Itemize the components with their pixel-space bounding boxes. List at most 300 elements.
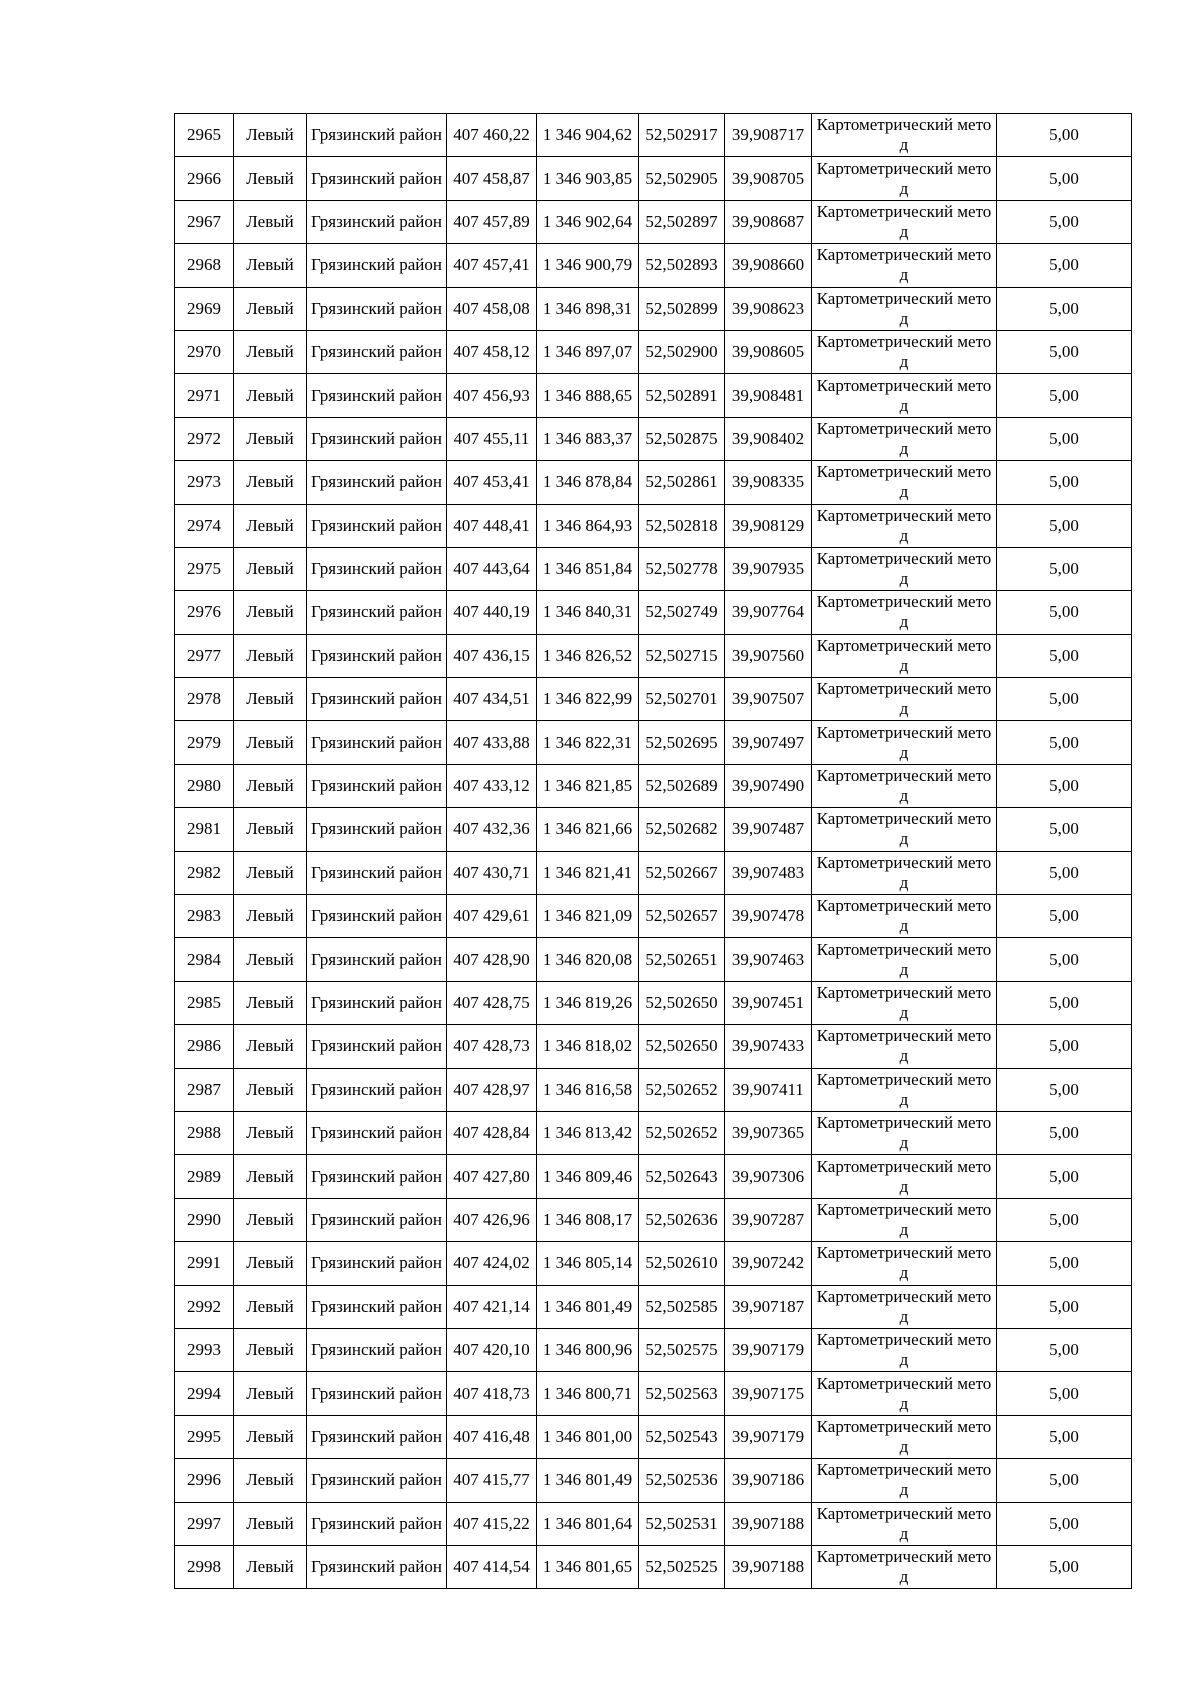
cell-accuracy: 5,00: [997, 461, 1132, 504]
cell-accuracy: 5,00: [997, 591, 1132, 634]
cell-coord-y: 1 346 813,42: [537, 1111, 639, 1154]
cell-longitude: 39,907497: [725, 721, 812, 764]
cell-point-number: 2988: [175, 1111, 234, 1154]
cell-bank-side: Левый: [234, 764, 307, 807]
cell-accuracy: 5,00: [997, 1285, 1132, 1328]
cell-point-number: 2967: [175, 200, 234, 243]
cell-coord-y: 1 346 805,14: [537, 1242, 639, 1285]
cell-point-number: 2991: [175, 1242, 234, 1285]
cell-longitude: 39,907764: [725, 591, 812, 634]
cell-method: Картометрический метод: [812, 244, 997, 287]
cell-coord-y: 1 346 903,85: [537, 157, 639, 200]
cell-longitude: 39,907175: [725, 1372, 812, 1415]
cell-latitude: 52,502875: [639, 417, 725, 460]
cell-longitude: 39,907287: [725, 1198, 812, 1241]
cell-accuracy: 5,00: [997, 634, 1132, 677]
cell-method: Картометрический метод: [812, 1415, 997, 1458]
cell-method: Картометрический метод: [812, 1025, 997, 1068]
cell-bank-side: Левый: [234, 1415, 307, 1458]
cell-district: Грязинский район: [307, 1155, 447, 1198]
cell-coord-y: 1 346 878,84: [537, 461, 639, 504]
cell-coord-x: 407 458,87: [447, 157, 537, 200]
cell-accuracy: 5,00: [997, 981, 1132, 1024]
cell-latitude: 52,502636: [639, 1198, 725, 1241]
cell-coord-x: 407 421,14: [447, 1285, 537, 1328]
cell-latitude: 52,502891: [639, 374, 725, 417]
cell-district: Грязинский район: [307, 330, 447, 373]
cell-district: Грязинский район: [307, 1242, 447, 1285]
table-row: [175, 244, 1132, 287]
cell-point-number: 2979: [175, 721, 234, 764]
cell-coord-y: 1 346 883,37: [537, 417, 639, 460]
cell-district: Грязинский район: [307, 1372, 447, 1415]
cell-district: Грязинский район: [307, 678, 447, 721]
cell-coord-x: 407 455,11: [447, 417, 537, 460]
cell-bank-side: Левый: [234, 244, 307, 287]
cell-bank-side: Левый: [234, 1111, 307, 1154]
cell-latitude: 52,502525: [639, 1545, 725, 1588]
cell-district: Грязинский район: [307, 895, 447, 938]
cell-coord-x: 407 428,75: [447, 981, 537, 1024]
cell-method: Картометрический метод: [812, 1502, 997, 1545]
cell-accuracy: 5,00: [997, 1025, 1132, 1068]
cell-bank-side: Левый: [234, 895, 307, 938]
cell-latitude: 52,502917: [639, 114, 725, 157]
cell-coord-x: 407 457,41: [447, 244, 537, 287]
cell-latitude: 52,502818: [639, 504, 725, 547]
cell-point-number: 2971: [175, 374, 234, 417]
table-row: [175, 938, 1132, 981]
cell-point-number: 2984: [175, 938, 234, 981]
cell-point-number: 2978: [175, 678, 234, 721]
cell-district: Грязинский район: [307, 634, 447, 677]
cell-coord-y: 1 346 904,62: [537, 114, 639, 157]
cell-latitude: 52,502531: [639, 1502, 725, 1545]
cell-longitude: 39,908660: [725, 244, 812, 287]
cell-district: Грязинский район: [307, 374, 447, 417]
cell-longitude: 39,908605: [725, 330, 812, 373]
cell-coord-y: 1 346 809,46: [537, 1155, 639, 1198]
cell-district: Грязинский район: [307, 244, 447, 287]
cell-latitude: 52,502650: [639, 1025, 725, 1068]
cell-point-number: 2995: [175, 1415, 234, 1458]
cell-latitude: 52,502543: [639, 1415, 725, 1458]
cell-method: Картометрический метод: [812, 461, 997, 504]
cell-district: Грязинский район: [307, 287, 447, 330]
cell-bank-side: Левый: [234, 374, 307, 417]
cell-bank-side: Левый: [234, 1198, 307, 1241]
cell-longitude: 39,907188: [725, 1502, 812, 1545]
cell-point-number: 2974: [175, 504, 234, 547]
cell-coord-x: 407 428,97: [447, 1068, 537, 1111]
cell-coord-x: 407 426,96: [447, 1198, 537, 1241]
cell-coord-y: 1 346 816,58: [537, 1068, 639, 1111]
cell-method: Картометрический метод: [812, 895, 997, 938]
cell-point-number: 2972: [175, 417, 234, 460]
cell-coord-x: 407 456,93: [447, 374, 537, 417]
cell-latitude: 52,502536: [639, 1459, 725, 1502]
cell-method: Картометрический метод: [812, 764, 997, 807]
table-row: [175, 1025, 1132, 1068]
cell-accuracy: 5,00: [997, 938, 1132, 981]
cell-longitude: 39,907560: [725, 634, 812, 677]
cell-longitude: 39,907507: [725, 678, 812, 721]
cell-bank-side: Левый: [234, 634, 307, 677]
cell-coord-x: 407 415,77: [447, 1459, 537, 1502]
cell-bank-side: Левый: [234, 114, 307, 157]
cell-district: Грязинский район: [307, 461, 447, 504]
cell-point-number: 2968: [175, 244, 234, 287]
table-row: [175, 764, 1132, 807]
cell-district: Грязинский район: [307, 504, 447, 547]
cell-method: Картометрический метод: [812, 938, 997, 981]
cell-latitude: 52,502893: [639, 244, 725, 287]
cell-point-number: 2980: [175, 764, 234, 807]
cell-coord-x: 407 414,54: [447, 1545, 537, 1588]
cell-longitude: 39,908623: [725, 287, 812, 330]
table-row: [175, 1111, 1132, 1154]
cell-coord-x: 407 443,64: [447, 547, 537, 590]
table-row: [175, 851, 1132, 894]
cell-longitude: 39,907935: [725, 547, 812, 590]
cell-accuracy: 5,00: [997, 330, 1132, 373]
cell-accuracy: 5,00: [997, 1459, 1132, 1502]
cell-accuracy: 5,00: [997, 1068, 1132, 1111]
table-row: [175, 1198, 1132, 1241]
cell-district: Грязинский район: [307, 200, 447, 243]
cell-bank-side: Левый: [234, 1025, 307, 1068]
cell-coord-y: 1 346 864,93: [537, 504, 639, 547]
table-row: [175, 157, 1132, 200]
cell-coord-x: 407 424,02: [447, 1242, 537, 1285]
cell-district: Грязинский район: [307, 1198, 447, 1241]
cell-longitude: 39,907242: [725, 1242, 812, 1285]
cell-method: Картометрический метод: [812, 287, 997, 330]
cell-accuracy: 5,00: [997, 1545, 1132, 1588]
cell-coord-y: 1 346 900,79: [537, 244, 639, 287]
cell-latitude: 52,502652: [639, 1068, 725, 1111]
cell-longitude: 39,907433: [725, 1025, 812, 1068]
cell-accuracy: 5,00: [997, 244, 1132, 287]
cell-coord-x: 407 436,15: [447, 634, 537, 677]
cell-longitude: 39,907186: [725, 1459, 812, 1502]
cell-accuracy: 5,00: [997, 1415, 1132, 1458]
cell-method: Картометрический метод: [812, 374, 997, 417]
cell-bank-side: Левый: [234, 200, 307, 243]
cell-district: Грязинский район: [307, 591, 447, 634]
cell-coord-y: 1 346 898,31: [537, 287, 639, 330]
table-row: [175, 981, 1132, 1024]
cell-district: Грязинский район: [307, 721, 447, 764]
cell-accuracy: 5,00: [997, 287, 1132, 330]
cell-coord-y: 1 346 840,31: [537, 591, 639, 634]
cell-latitude: 52,502905: [639, 157, 725, 200]
cell-district: Грязинский район: [307, 1545, 447, 1588]
cell-longitude: 39,907478: [725, 895, 812, 938]
cell-coord-y: 1 346 801,64: [537, 1502, 639, 1545]
cell-accuracy: 5,00: [997, 547, 1132, 590]
cell-point-number: 2986: [175, 1025, 234, 1068]
cell-coord-y: 1 346 821,85: [537, 764, 639, 807]
cell-coord-y: 1 346 821,41: [537, 851, 639, 894]
cell-method: Картометрический метод: [812, 808, 997, 851]
cell-accuracy: 5,00: [997, 157, 1132, 200]
cell-accuracy: 5,00: [997, 417, 1132, 460]
cell-accuracy: 5,00: [997, 504, 1132, 547]
cell-point-number: 2994: [175, 1372, 234, 1415]
cell-coord-x: 407 420,10: [447, 1328, 537, 1371]
cell-bank-side: Левый: [234, 591, 307, 634]
cell-latitude: 52,502778: [639, 547, 725, 590]
cell-bank-side: Левый: [234, 1155, 307, 1198]
table-row: [175, 200, 1132, 243]
cell-latitude: 52,502643: [639, 1155, 725, 1198]
cell-district: Грязинский район: [307, 981, 447, 1024]
cell-method: Картометрический метод: [812, 851, 997, 894]
table-row: [175, 114, 1132, 157]
cell-district: Грязинский район: [307, 938, 447, 981]
cell-latitude: 52,502899: [639, 287, 725, 330]
cell-longitude: 39,907411: [725, 1068, 812, 1111]
cell-accuracy: 5,00: [997, 808, 1132, 851]
cell-method: Картометрический метод: [812, 417, 997, 460]
cell-latitude: 52,502682: [639, 808, 725, 851]
cell-coord-x: 407 415,22: [447, 1502, 537, 1545]
cell-longitude: 39,908705: [725, 157, 812, 200]
table-row: [175, 895, 1132, 938]
cell-bank-side: Левый: [234, 330, 307, 373]
cell-method: Картометрический метод: [812, 504, 997, 547]
table-row: [175, 808, 1132, 851]
cell-coord-y: 1 346 800,71: [537, 1372, 639, 1415]
cell-bank-side: Левый: [234, 1502, 307, 1545]
cell-method: Картометрический метод: [812, 114, 997, 157]
cell-bank-side: Левый: [234, 938, 307, 981]
cell-point-number: 2965: [175, 114, 234, 157]
cell-accuracy: 5,00: [997, 1242, 1132, 1285]
cell-bank-side: Левый: [234, 1459, 307, 1502]
cell-latitude: 52,502650: [639, 981, 725, 1024]
cell-coord-x: 407 416,48: [447, 1415, 537, 1458]
table-row: [175, 1285, 1132, 1328]
cell-coord-x: 407 433,12: [447, 764, 537, 807]
cell-coord-y: 1 346 822,31: [537, 721, 639, 764]
cell-district: Грязинский район: [307, 764, 447, 807]
cell-coord-x: 407 460,22: [447, 114, 537, 157]
cell-method: Картометрический метод: [812, 721, 997, 764]
table-row: [175, 634, 1132, 677]
cell-district: Грязинский район: [307, 1285, 447, 1328]
cell-coord-x: 407 427,80: [447, 1155, 537, 1198]
cell-coord-x: 407 433,88: [447, 721, 537, 764]
cell-method: Картометрический метод: [812, 1068, 997, 1111]
cell-district: Грязинский район: [307, 157, 447, 200]
table-row: [175, 330, 1132, 373]
cell-district: Грязинский район: [307, 417, 447, 460]
cell-point-number: 2985: [175, 981, 234, 1024]
cell-method: Картометрический метод: [812, 591, 997, 634]
table-row: [175, 547, 1132, 590]
cell-latitude: 52,502667: [639, 851, 725, 894]
cell-accuracy: 5,00: [997, 1502, 1132, 1545]
cell-bank-side: Левый: [234, 1328, 307, 1371]
cell-point-number: 2996: [175, 1459, 234, 1502]
cell-coord-x: 407 458,08: [447, 287, 537, 330]
table-body: [175, 114, 1132, 1589]
table-row: [175, 1068, 1132, 1111]
cell-accuracy: 5,00: [997, 1372, 1132, 1415]
cell-method: Картометрический метод: [812, 1545, 997, 1588]
cell-district: Грязинский район: [307, 1459, 447, 1502]
cell-district: Грязинский район: [307, 808, 447, 851]
cell-point-number: 2973: [175, 461, 234, 504]
cell-longitude: 39,908717: [725, 114, 812, 157]
cell-bank-side: Левый: [234, 504, 307, 547]
cell-accuracy: 5,00: [997, 200, 1132, 243]
cell-point-number: 2975: [175, 547, 234, 590]
cell-point-number: 2981: [175, 808, 234, 851]
cell-method: Картометрический метод: [812, 1328, 997, 1371]
cell-point-number: 2970: [175, 330, 234, 373]
table-row: [175, 461, 1132, 504]
cell-method: Картометрический метод: [812, 678, 997, 721]
cell-latitude: 52,502610: [639, 1242, 725, 1285]
cell-point-number: 2989: [175, 1155, 234, 1198]
cell-accuracy: 5,00: [997, 1111, 1132, 1154]
cell-bank-side: Левый: [234, 1372, 307, 1415]
cell-coord-y: 1 346 821,66: [537, 808, 639, 851]
cell-method: Картометрический метод: [812, 1285, 997, 1328]
cell-longitude: 39,908402: [725, 417, 812, 460]
cell-longitude: 39,907365: [725, 1111, 812, 1154]
cell-accuracy: 5,00: [997, 1198, 1132, 1241]
table-row: [175, 678, 1132, 721]
cell-coord-y: 1 346 851,84: [537, 547, 639, 590]
cell-longitude: 39,907490: [725, 764, 812, 807]
cell-coord-y: 1 346 801,49: [537, 1285, 639, 1328]
cell-bank-side: Левый: [234, 547, 307, 590]
cell-bank-side: Левый: [234, 721, 307, 764]
table-row: [175, 1242, 1132, 1285]
cell-longitude: 39,907179: [725, 1415, 812, 1458]
cell-accuracy: 5,00: [997, 895, 1132, 938]
cell-latitude: 52,502585: [639, 1285, 725, 1328]
cell-longitude: 39,907463: [725, 938, 812, 981]
cell-bank-side: Левый: [234, 808, 307, 851]
cell-method: Картометрический метод: [812, 330, 997, 373]
table-row: [175, 1459, 1132, 1502]
table-row: [175, 417, 1132, 460]
cell-coord-x: 407 453,41: [447, 461, 537, 504]
cell-coord-x: 407 428,84: [447, 1111, 537, 1154]
table-row: [175, 374, 1132, 417]
cell-longitude: 39,907306: [725, 1155, 812, 1198]
cell-longitude: 39,907179: [725, 1328, 812, 1371]
cell-coord-y: 1 346 819,26: [537, 981, 639, 1024]
cell-method: Картометрический метод: [812, 1111, 997, 1154]
cell-latitude: 52,502861: [639, 461, 725, 504]
cell-coord-x: 407 434,51: [447, 678, 537, 721]
cell-longitude: 39,908481: [725, 374, 812, 417]
cell-point-number: 2966: [175, 157, 234, 200]
cell-district: Грязинский район: [307, 1068, 447, 1111]
cell-coord-y: 1 346 801,00: [537, 1415, 639, 1458]
cell-coord-x: 407 448,41: [447, 504, 537, 547]
cell-longitude: 39,907451: [725, 981, 812, 1024]
cell-coord-y: 1 346 888,65: [537, 374, 639, 417]
cell-coord-y: 1 346 801,49: [537, 1459, 639, 1502]
cell-point-number: 2983: [175, 895, 234, 938]
table-row: [175, 721, 1132, 764]
cell-coord-x: 407 440,19: [447, 591, 537, 634]
cell-accuracy: 5,00: [997, 1328, 1132, 1371]
cell-longitude: 39,908335: [725, 461, 812, 504]
cell-coord-y: 1 346 820,08: [537, 938, 639, 981]
cell-coord-y: 1 346 826,52: [537, 634, 639, 677]
cell-accuracy: 5,00: [997, 1155, 1132, 1198]
cell-method: Картометрический метод: [812, 1242, 997, 1285]
cell-bank-side: Левый: [234, 678, 307, 721]
cell-longitude: 39,908687: [725, 200, 812, 243]
table-row: [175, 1545, 1132, 1588]
cell-latitude: 52,502715: [639, 634, 725, 677]
cell-method: Картометрический метод: [812, 1459, 997, 1502]
cell-accuracy: 5,00: [997, 678, 1132, 721]
cell-coord-x: 407 457,89: [447, 200, 537, 243]
cell-latitude: 52,502749: [639, 591, 725, 634]
cell-bank-side: Левый: [234, 287, 307, 330]
cell-method: Картометрический метод: [812, 547, 997, 590]
cell-point-number: 2977: [175, 634, 234, 677]
cell-bank-side: Левый: [234, 461, 307, 504]
cell-latitude: 52,502897: [639, 200, 725, 243]
cell-accuracy: 5,00: [997, 764, 1132, 807]
table-row: [175, 591, 1132, 634]
cell-coord-y: 1 346 818,02: [537, 1025, 639, 1068]
cell-coord-y: 1 346 902,64: [537, 200, 639, 243]
cell-point-number: 2976: [175, 591, 234, 634]
cell-district: Грязинский район: [307, 1415, 447, 1458]
cell-district: Грязинский район: [307, 1328, 447, 1371]
cell-bank-side: Левый: [234, 1068, 307, 1111]
cell-latitude: 52,502651: [639, 938, 725, 981]
cell-coord-y: 1 346 822,99: [537, 678, 639, 721]
cell-longitude: 39,908129: [725, 504, 812, 547]
cell-latitude: 52,502689: [639, 764, 725, 807]
cell-coord-y: 1 346 897,07: [537, 330, 639, 373]
cell-coord-y: 1 346 800,96: [537, 1328, 639, 1371]
cell-bank-side: Левый: [234, 1545, 307, 1588]
cell-district: Грязинский район: [307, 1111, 447, 1154]
cell-latitude: 52,502652: [639, 1111, 725, 1154]
cell-bank-side: Левый: [234, 417, 307, 460]
cell-coord-x: 407 430,71: [447, 851, 537, 894]
cell-coord-x: 407 432,36: [447, 808, 537, 851]
cell-bank-side: Левый: [234, 1242, 307, 1285]
cell-latitude: 52,502657: [639, 895, 725, 938]
table-row: [175, 1328, 1132, 1371]
cell-method: Картометрический метод: [812, 1198, 997, 1241]
table-row: [175, 1155, 1132, 1198]
cell-longitude: 39,907188: [725, 1545, 812, 1588]
cell-coord-x: 407 418,73: [447, 1372, 537, 1415]
cell-accuracy: 5,00: [997, 374, 1132, 417]
cell-point-number: 2992: [175, 1285, 234, 1328]
cell-coord-x: 407 429,61: [447, 895, 537, 938]
cell-latitude: 52,502900: [639, 330, 725, 373]
cell-bank-side: Левый: [234, 981, 307, 1024]
coordinates-table: [174, 113, 1132, 1589]
